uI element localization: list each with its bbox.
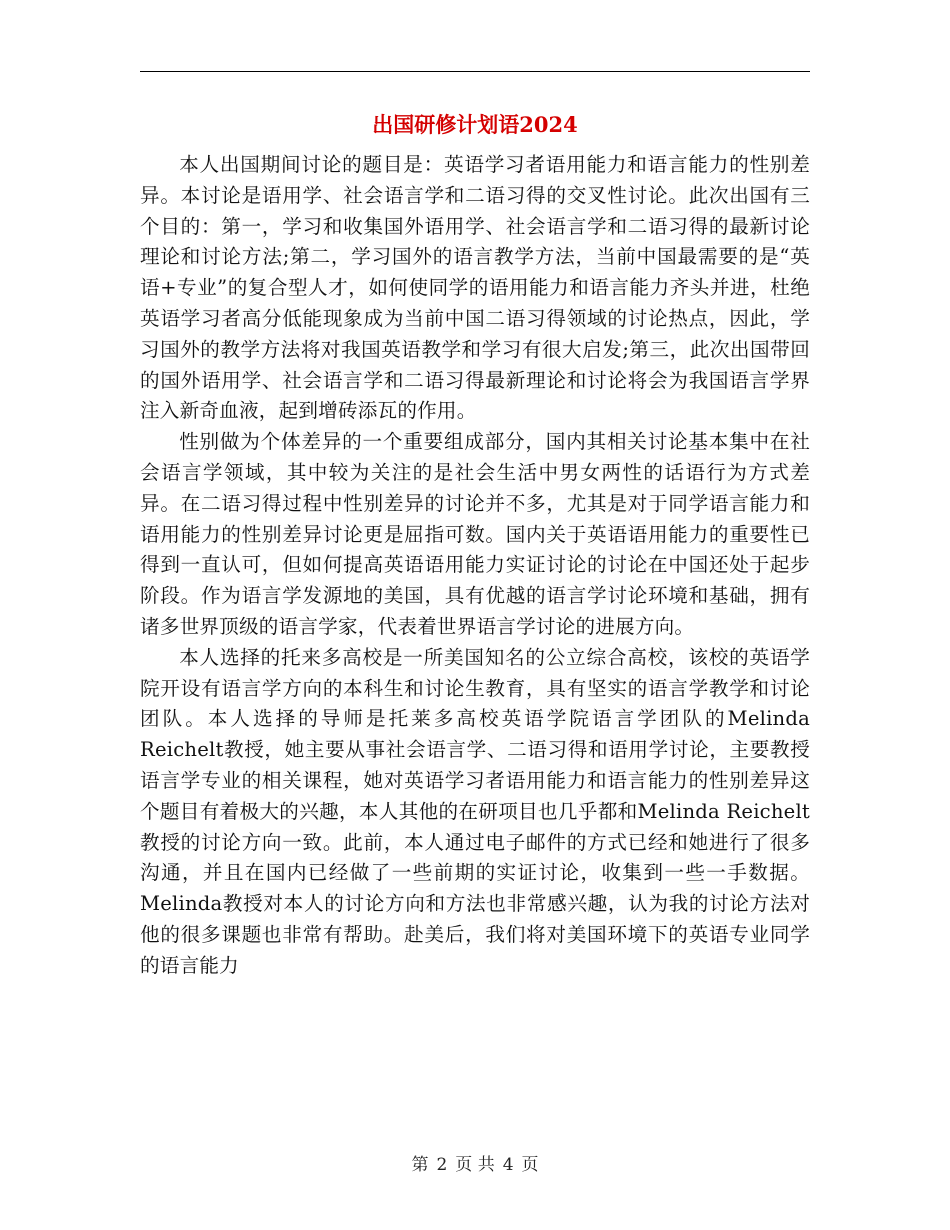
footer-total-pages: 4 [502, 1155, 514, 1175]
footer-middle: 页 共 [455, 1155, 495, 1175]
footer-prefix: 第 [411, 1155, 429, 1175]
document-title: 出国研修计划语2024 [372, 112, 578, 137]
footer-suffix: 页 [521, 1155, 539, 1175]
paragraph-1: 本人出国期间讨论的题目是：英语学习者语用能力和语言能力的性别差异。本讨论是语用学、社会语言学和二语习得的交叉性讨论。此次出国有三个目的：第一，学习和收集国外语用学、社会语言学和二语习得的最新讨论理论和讨论方法;第二，学习国外的语言教学方法，当前中国最需要的是“英语+专业”的复合型人才，如何使同学的语用能力和语言能力齐头并进，杜绝英语学习者高分低能现象成为当前中国二语习得领域的讨论热点，因此，学习国外的教学方法将对我国英语教学和学习有很大启发;第三，此次出国带回的国外语用学、社会语言学和二语习得最新理论和讨论将会为我国语言学界注入新奇血液，起到增砖添瓦的作用。 [140, 153, 810, 423]
paragraph-2: 性别做为个体差异的一个重要组成部分，国内其相关讨论基本集中在社会语言学领域，其中较为关注的是社会生活中男女两性的话语行为方式差异。在二语习得过程中性别差异的讨论并不多，尤其是对于同学语言能力和语用能力的性别差异讨论更是屈指可数。国内关于英语语用能力的重要性已得到一直认可，但如何提高英语语用能力实证讨论的讨论在中国还处于起步阶段。作为语言学发源地的美国，具有优越的语言学讨论环境和基础，拥有诸多世界顶级的语言学家，代表着世界语言学讨论的进展方向。 [140, 430, 810, 638]
page-footer [0, 1153, 950, 1177]
header-rule [140, 71, 810, 72]
footer-current-page: 2 [436, 1155, 448, 1175]
paragraph-3: 本人选择的托来多高校是一所美国知名的公立综合高校，该校的英语学院开设有语言学方向的本科生和讨论生教育，具有坚实的语言学教学和讨论团队。本人选择的导师是托莱多高校英语学院语言学团队的Melinda Reichelt教授，她主要从事社会语言学、二语习得和语用学讨论，主要教授语言学专业的相关课程，她对英语学习者语用能力和语言能力的性别差异这个题目有着极大的兴趣，本人其他的在研项目也几乎都和Melinda Reichelt教授的讨论方向一致。此前，本人通过电子邮件的方式已经和她进行了很多沟通，并且在国内已经做了一些前期的实证讨论，收集到一些一手数据。Melinda教授对本人的讨论方向和方法也非常感兴趣，认为我的讨论方法对他的很多课题也非常有帮助。赴美后，我们将对美国环境下的英语专业同学的语言能力 [140, 645, 810, 977]
document-body [140, 150, 810, 982]
